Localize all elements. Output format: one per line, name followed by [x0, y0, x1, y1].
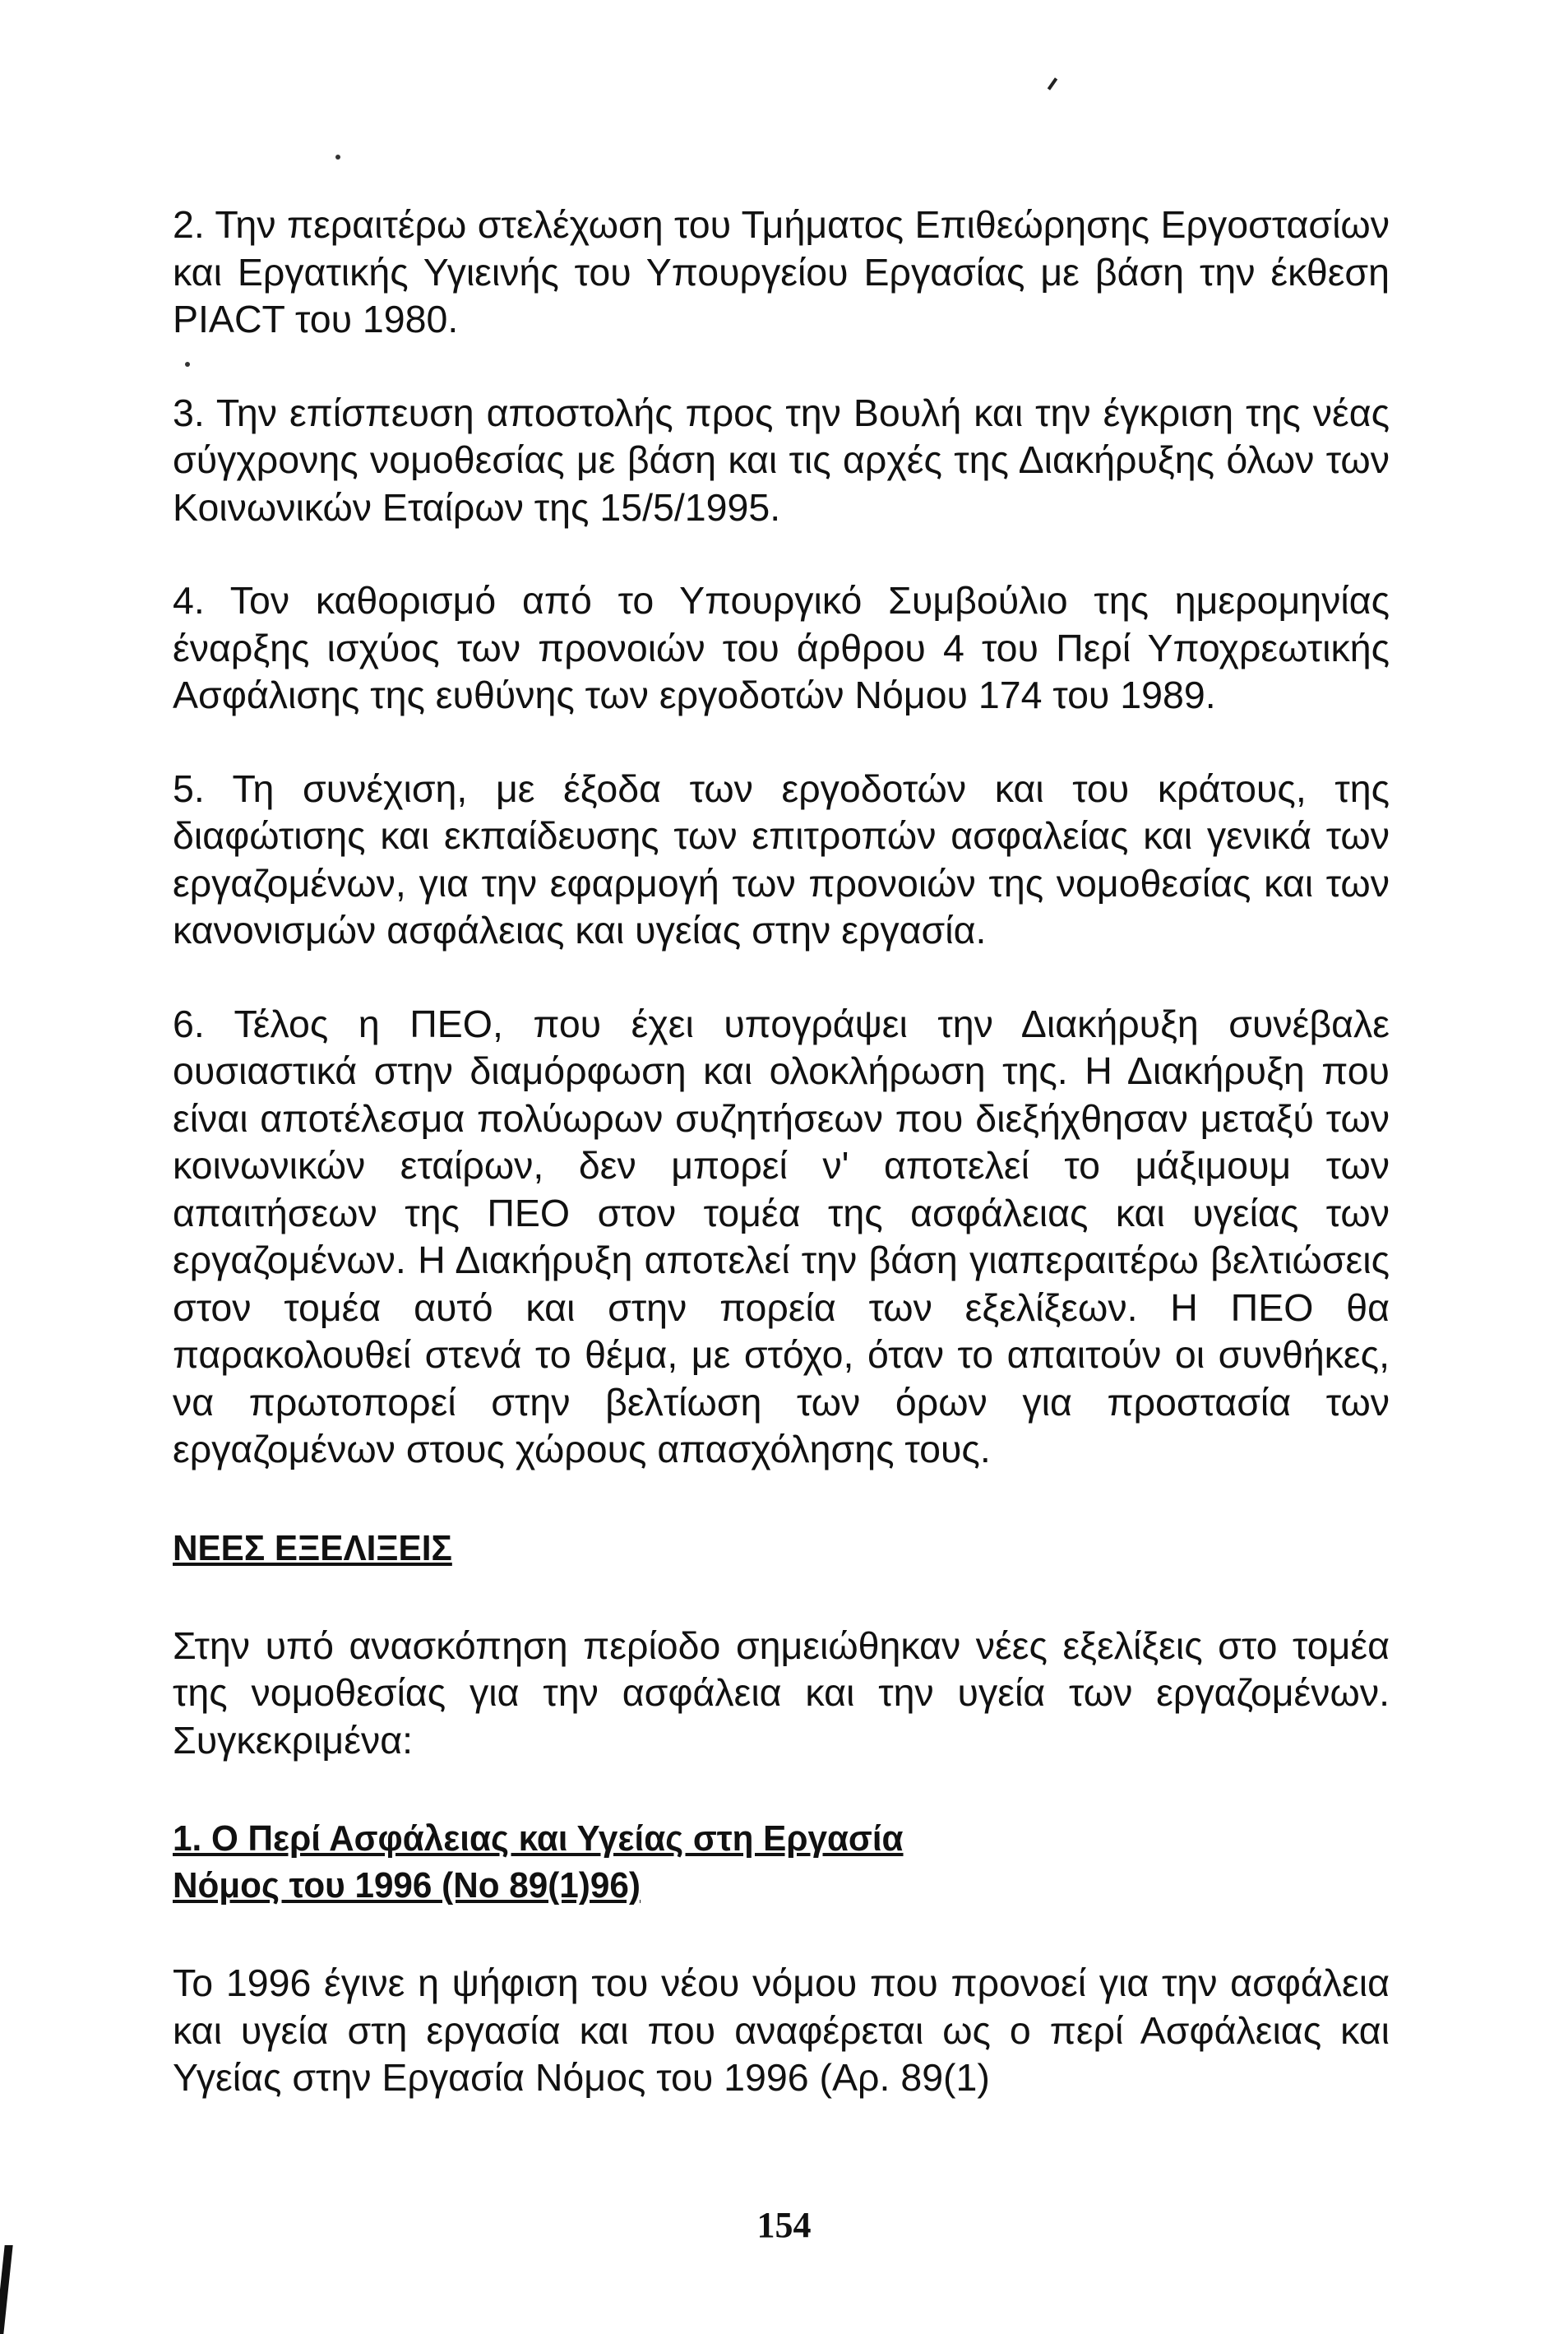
subheading-line-2: Νόμος του 1996 (Νο 89(1)96): [173, 1865, 641, 1906]
intro-paragraph: Στην υπό ανασκόπηση περίοδο σημειώθηκαν νέες εξελίξεις στο τομέα της νομοθεσίας για την ασφάλεια και την υγεία των εργαζομένων. Συγκεκριμένα:: [173, 1623, 1390, 1762]
subheading-line-1: 1. Ο Περί Ασφάλειας και Υγείας στη Εργασία: [173, 1818, 904, 1859]
section-heading: ΝΕΕΣ ΕΞΕΛΙΞΕΙΣ: [173, 1527, 452, 1568]
final-paragraph: Το 1996 έγινε η ψήφιση του νέου νόμου που προνοεί για την ασφάλεια και υγεία στη εργασία και που αναφέρεται ως ο περί Ασφάλειας και Υγείας στην Εργασία Νόμος του 1996 (Αρ. 89(1): [173, 1961, 1390, 2099]
scan-edge-mark: [0, 2245, 13, 2334]
paragraph-item-6: 6. Τέλος η ΠΕΟ, που έχει υπογράψει την Διακήρυξη συνέβαλε ουσιαστικά στην διαμόρφωση και ολοκλήρωση της. Η Διακήρυξη που είναι αποτέλεσμα πολύωρων συζητήσεων που διεξήχθησαν μεταξύ των κοινωνικών εταίρων, δεν μπορεί ν' αποτελεί το μάξιμουμ των απαιτήσεων της ΠΕΟ στον τομέα της ασφάλειας και υγείας των εργαζομένων. Η Διακήρυξη αποτελεί την βάση γιαπεραιτέρω βελτιώσεις στον τομέα αυτό και στην πορεία των εξελίξεων. Η ΠΕΟ θα παρακολουθεί στενά το θέμα, με στόχο, όταν το απαιτούν οι συνθήκες, να πρωτοπορεί στην βελτίωση των όρων για προστασία των εργαζομένων στους χώρους απασχόλησης τους.: [173, 1002, 1390, 1470]
paragraph-item-2: 2. Την περαιτέρω στελέχωση του Τμήματος Επιθεώρησης Εργοστασίων και Εργατικής Υγιεινής του Υπουργείου Εργασίας με βάση την έκθεση PIACT του 1980.: [173, 203, 1390, 340]
paragraph-item-3: 3. Την επίσπευση αποστολής προς την Βουλή και την έγκριση της νέας σύγχρονης νομοθεσίας με βάση και τις αρχές της Διακήρυξης όλων των Κοινωνικών Εταίρων της 15/5/1995.: [173, 391, 1390, 529]
document-page: [173, 201, 1390, 2102]
scan-mark: [1048, 77, 1057, 90]
page-number: 154: [756, 2205, 812, 2245]
paragraph-item-4: 4. Τον καθορισμό από το Υπουργικό Συμβούλιο της ημερομηνίας έναρξης ισχύος των προνοιών του άρθρου 4 του Περί Υποχρεωτικής Ασφάλισης της ευθύνης των εργοδοτών Νόμου 174 του 1989.: [173, 579, 1390, 716]
paragraph-item-5: 5. Τη συνέχιση, με έξοδα των εργοδοτών και του κράτους, της διαφώτισης και εκπαίδευσης των επιτροπών ασφαλείας και γενικά των εργαζομένων, για την εφαρμογή των προνοιών της νομοθεσίας και των κανονισμών ασφάλειας και υγείας στην εργασία.: [173, 766, 1390, 952]
scan-dot: [335, 155, 340, 160]
